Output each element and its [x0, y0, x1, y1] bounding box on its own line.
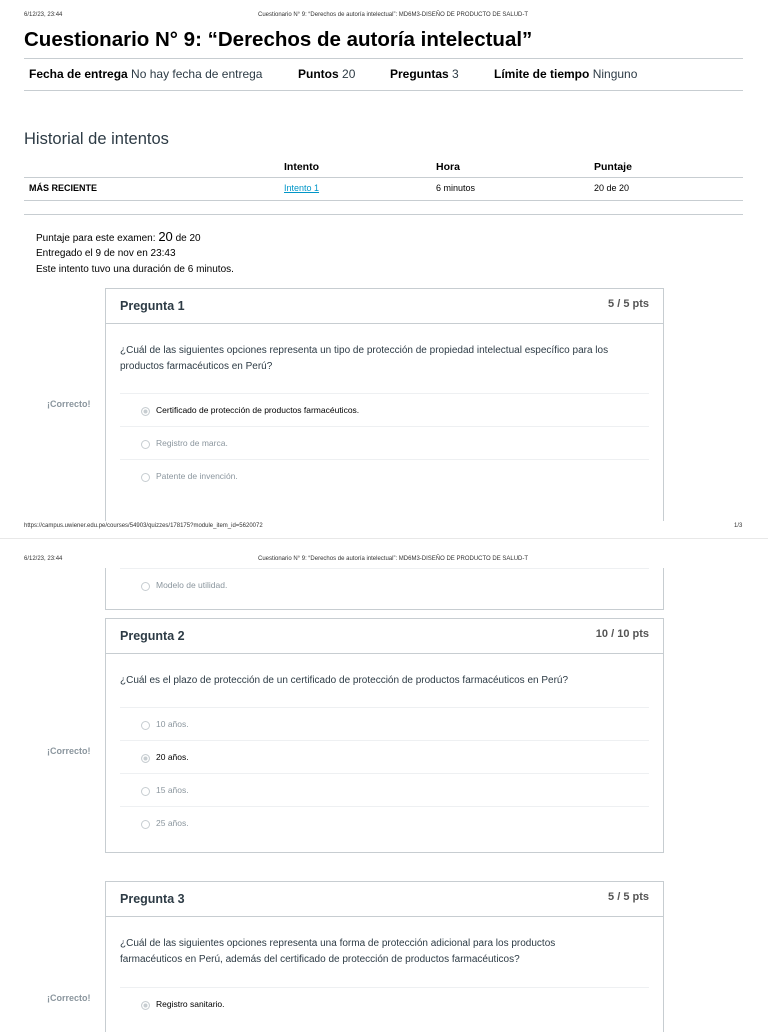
print-url: https://campus.uwiener.edu.pe/courses/54903/quizzes/178175?module_item_id=5620072	[24, 523, 263, 529]
question-text: ¿Cuál de las siguientes opciones representa una forma de protección adicional para los productos farmacéuticos en Perú, además del certificado de protección de productos farmacéuticos?	[120, 938, 556, 965]
question-card-2	[105, 618, 664, 853]
answer-text: Modelo de utilidad.	[156, 580, 228, 590]
question-header	[106, 619, 663, 654]
time-limit-value: Ninguno	[592, 67, 638, 81]
question-points: 10 / 10 pts	[595, 628, 649, 640]
divider	[24, 214, 743, 215]
answer-option[interactable]	[120, 740, 649, 774]
print-page-number: 1/3	[734, 523, 743, 529]
questions-value: 3	[452, 67, 459, 81]
answer-text: 10 años.	[156, 719, 189, 729]
correct-label: ¡Correcto!	[47, 399, 91, 409]
row-label: MÁS RECIENTE	[29, 183, 98, 193]
meta-due	[29, 67, 262, 81]
correct-label: ¡Correcto!	[47, 746, 91, 756]
answer-option[interactable]	[120, 393, 649, 427]
meta-questions	[390, 67, 459, 81]
meta-points	[298, 67, 355, 81]
question-header	[106, 289, 663, 324]
col-header-time: Hora	[436, 161, 460, 173]
radio-selected-icon[interactable]	[141, 754, 150, 763]
question-title: Pregunta 3	[120, 892, 185, 906]
table-header-divider	[24, 177, 743, 178]
points-value: 20	[342, 67, 356, 81]
radio-icon[interactable]	[141, 582, 150, 591]
duration-text: Este intento tuvo una duración de 6 minutos.	[36, 264, 234, 275]
answer-option[interactable]	[120, 987, 649, 1021]
submitted-text: Entregado el 9 de nov en 23:43	[36, 248, 176, 259]
page-title: Cuestionario N° 9: “Derechos de autoría intelectual”	[24, 28, 533, 51]
answer-text: Registro sanitario.	[156, 999, 225, 1009]
question-text: ¿Cuál es el plazo de protección de un certificado de protección de productos farmacéuticos en Perú?	[120, 675, 569, 686]
score-summary	[36, 229, 201, 244]
print-datetime: 6/12/23, 23:44	[24, 556, 63, 562]
due-value: No hay fecha de entrega	[131, 67, 263, 81]
due-label: Fecha de entrega	[29, 67, 128, 81]
question-points: 5 / 5 pts	[608, 891, 649, 903]
answer-option[interactable]	[120, 773, 649, 807]
score-prefix: Puntaje para este examen:	[36, 233, 156, 244]
answer-option[interactable]	[120, 806, 649, 840]
points-label: Puntos	[298, 67, 339, 81]
page-break	[0, 538, 768, 539]
time-limit-label: Límite de tiempo	[494, 67, 590, 81]
score-value: 20	[158, 229, 173, 244]
question-card-1-continued	[105, 568, 664, 610]
question-title: Pregunta 1	[120, 299, 185, 313]
history-title: Historial de intentos	[24, 130, 169, 148]
answer-text: 25 años.	[156, 818, 189, 828]
print-datetime: 6/12/23, 23:44	[24, 12, 63, 18]
row-score: 20 de 20	[594, 183, 630, 193]
answer-text: 15 años.	[156, 785, 189, 795]
question-title: Pregunta 2	[120, 629, 185, 643]
col-header-attempt: Intento	[284, 161, 319, 173]
row-time: 6 minutos	[436, 183, 476, 193]
divider	[24, 200, 743, 201]
score-suffix: de 20	[175, 233, 201, 244]
radio-icon[interactable]	[141, 820, 150, 829]
question-card-1	[105, 288, 664, 521]
radio-selected-icon[interactable]	[141, 1001, 150, 1010]
answer-text: 20 años.	[156, 752, 189, 762]
attempt-link[interactable]: Intento 1	[284, 183, 320, 193]
question-text: ¿Cuál de las siguientes opciones representa un tipo de protección de propiedad intelectual específico para los productos farmacéuticos en Perú?	[120, 345, 609, 372]
radio-icon[interactable]	[141, 721, 150, 730]
answer-option[interactable]	[120, 568, 649, 602]
answer-option[interactable]	[120, 707, 649, 741]
answer-text: Certificado de protección de productos farmacéuticos.	[156, 405, 360, 415]
radio-icon[interactable]	[141, 787, 150, 796]
meta-time-limit	[494, 67, 637, 81]
print-doc-title: Cuestionario N° 9: “Derechos de autoría intelectual”: MD6M3-DISEÑO DE PRODUCTO DE SALUD-T	[258, 556, 529, 562]
divider	[24, 90, 743, 91]
question-header	[106, 882, 663, 917]
radio-icon[interactable]	[141, 440, 150, 449]
radio-selected-icon[interactable]	[141, 407, 150, 416]
answer-text: Patente de invención.	[156, 471, 238, 481]
col-header-score: Puntaje	[594, 161, 632, 173]
questions-label: Preguntas	[390, 67, 449, 81]
answer-text: Registro de marca.	[156, 438, 228, 448]
radio-icon[interactable]	[141, 473, 150, 482]
question-points: 5 / 5 pts	[608, 298, 649, 310]
answer-option[interactable]	[120, 459, 649, 493]
print-doc-title: Cuestionario N° 9: “Derechos de autoría intelectual”: MD6M3-DISEÑO DE PRODUCTO DE SALUD-T	[258, 12, 529, 18]
correct-label: ¡Correcto!	[47, 993, 91, 1003]
question-card-3	[105, 881, 664, 1032]
answer-option[interactable]	[120, 426, 649, 460]
divider	[24, 58, 743, 59]
